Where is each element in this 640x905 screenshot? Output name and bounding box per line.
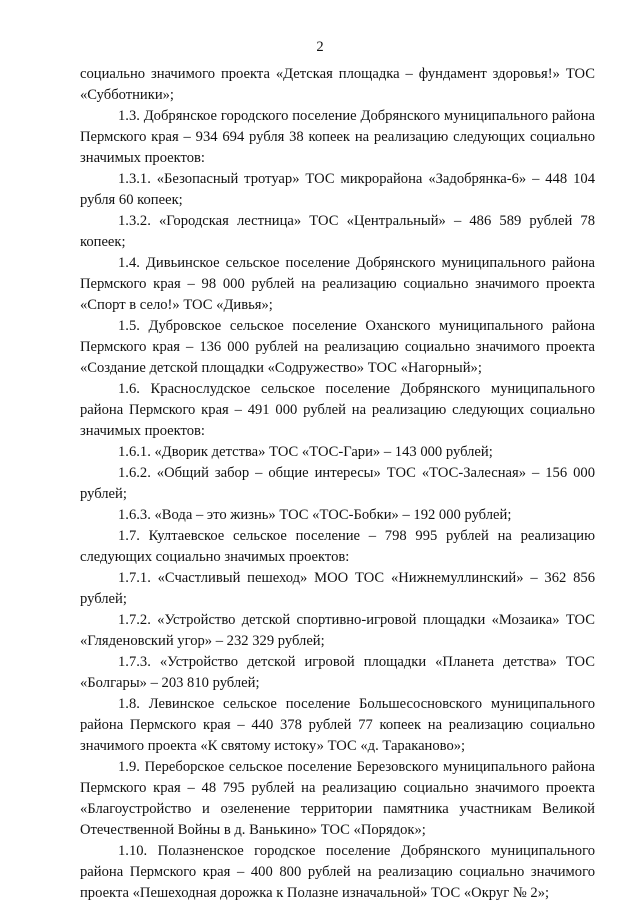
paragraph-1-7-1: 1.7.1. «Счастливый пешеход» МОО ТОС «Нижнемуллинский» – 362 856 рублей;: [80, 570, 595, 607]
paragraph-1-3-1: 1.3.1. «Безопасный тротуар» ТОС микрорайона «Задобрянка-6» – 448 104 рубля 60 копеек;: [80, 171, 595, 208]
paragraph-1-6-1: 1.6.1. «Дворик детства» ТОС «ТОС-Гари» – 143 000 рублей;: [118, 444, 493, 460]
paragraph-1-5: 1.5. Дубровское сельское поселение Оханского муниципального района Пермского края – 136 000 рублей на реализацию социально значимого проекта «Создание детской площадки «Содружество» ТОС «Нагорный»;: [80, 318, 595, 376]
paragraph-1-3: 1.3. Добрянское городского поселение Добрянского муниципального района Пермского края – 934 694 рубля 38 копеек на реализацию следующих социально значимых проектов:: [80, 108, 595, 166]
paragraph-continuation: социально значимого проекта «Детская площадка – фундамент здоровья!» ТОС «Субботники»;: [80, 66, 595, 103]
paragraph-1-6-2: 1.6.2. «Общий забор – общие интересы» ТОС «ТОС-Залесная» – 156 000 рублей;: [80, 465, 595, 502]
paragraph-1-7-3: 1.7.3. «Устройство детской игровой площадки «Планета детства» ТОС «Болгары» – 203 810 рублей;: [80, 654, 595, 691]
paragraph-1-9: 1.9. Переборское сельское поселение Березовского муниципального района Пермского края – 48 795 рублей на реализацию социально значимого проекта «Благоустройство и озеленение территории памятника участникам Великой Отечественной Войны в д. Ванькино» ТОС «Порядок»;: [80, 759, 595, 838]
paragraph-1-6: 1.6. Краснослудское сельское поселение Добрянского муниципального района Пермского края – 491 000 рублей на реализацию следующих социально значимых проектов:: [80, 381, 595, 439]
paragraph-1-10: 1.10. Полазненское городское поселение Добрянского муниципального района Пермского края – 400 800 рублей на реализацию социально значимого проекта «Пешеходная дорожка к Полазне изначальной» ТОС «Округ № 2»;: [80, 843, 595, 901]
paragraph-1-7-2: 1.7.2. «Устройство детской спортивно-игровой площадки «Мозаика» ТОС «Гляденовский угор» – 232 329 рублей;: [80, 612, 595, 649]
paragraph-1-8: 1.8. Левинское сельское поселение Большесосновского муниципального района Пермского края – 440 378 рублей 77 копеек на реализацию социально значимого проекта «К святому истоку» ТОС «д. Тараканово»;: [80, 696, 595, 754]
paragraph-1-3-2: 1.3.2. «Городская лестница» ТОС «Центральный» – 486 589 рублей 78 копеек;: [80, 213, 595, 250]
paragraph-1-7: 1.7. Култаевское сельское поселение – 798 995 рублей на реализацию следующих социально значимых проектов:: [80, 528, 595, 565]
paragraph-1-6-3: 1.6.3. «Вода – это жизнь» ТОС «ТОС-Бобки» – 192 000 рублей;: [118, 507, 512, 523]
page-number: 2: [316, 39, 324, 55]
paragraph-1-4: 1.4. Дивьинское сельское поселение Добрянского муниципального района Пермского края – 98 000 рублей на реализацию социально значимого проекта «Спорт в село!» ТОС «Дивья»;: [80, 255, 595, 313]
document-body: [80, 64, 595, 904]
